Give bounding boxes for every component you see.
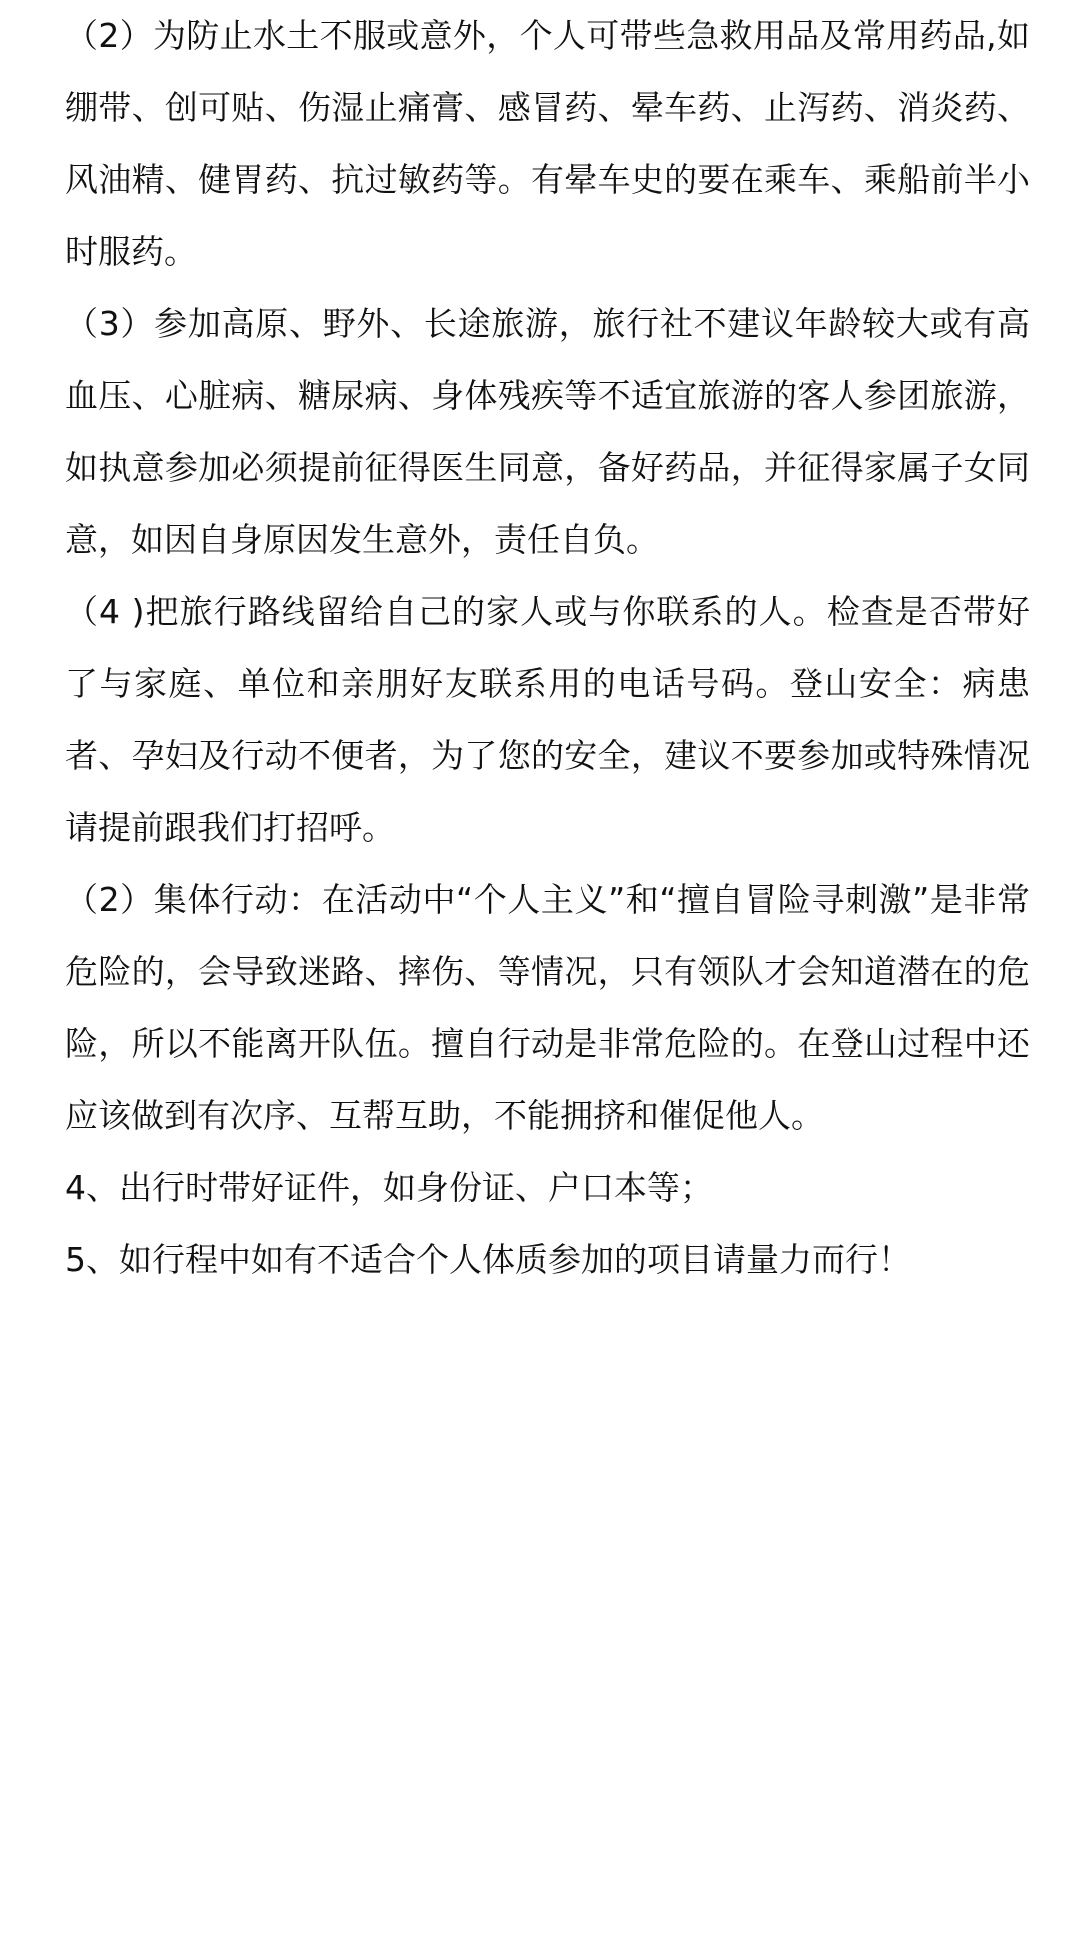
- document-body: [65, 0, 1030, 1296]
- paragraph-group-action: （2）集体行动：在活动中“个人主义”和“擅自冒险寻刺激”是非常危险的，会导致迷路、摔伤、等情况，只有领队才会知道潜在的危险，所以不能离开队伍。擅自行动是非常危险的。在登山过程中还应该做到有次序、互帮互助，不能拥挤和催促他人。: [65, 880, 1030, 1135]
- paragraph-first-aid: （2）为防止水土不服或意外，个人可带些急救用品及常用药品,如绷带、创可贴、伤湿止痛膏、感冒药、晕车药、止泻药、消炎药、风油精、健胃药、抗过敏药等。有晕车史的要在乘车、乘船前半小时服药。: [65, 16, 1030, 271]
- list-item-personal-fitness: 5、如行程中如有不适合个人体质参加的项目请量力而行！: [65, 1240, 911, 1279]
- list-item-documents: 4、出行时带好证件，如身份证、户口本等；: [65, 1168, 713, 1207]
- paragraph-health-advice: （3）参加高原、野外、长途旅游，旅行社不建议年龄较大或有高血压、心脏病、糖尿病、身体残疾等不适宜旅游的客人参团旅游，如执意参加必须提前征得医生同意，备好药品，并征得家属子女同意，如因自身原因发生意外，责任自负。: [65, 304, 1030, 559]
- paragraph-route-safety: （4 )把旅行路线留给自己的家人或与你联系的人。检查是否带好了与家庭、单位和亲朋好友联系用的电话号码。登山安全：病患者、孕妇及行动不便者，为了您的安全，建议不要参加或特殊情况请提前跟我们打招呼。: [65, 592, 1030, 847]
